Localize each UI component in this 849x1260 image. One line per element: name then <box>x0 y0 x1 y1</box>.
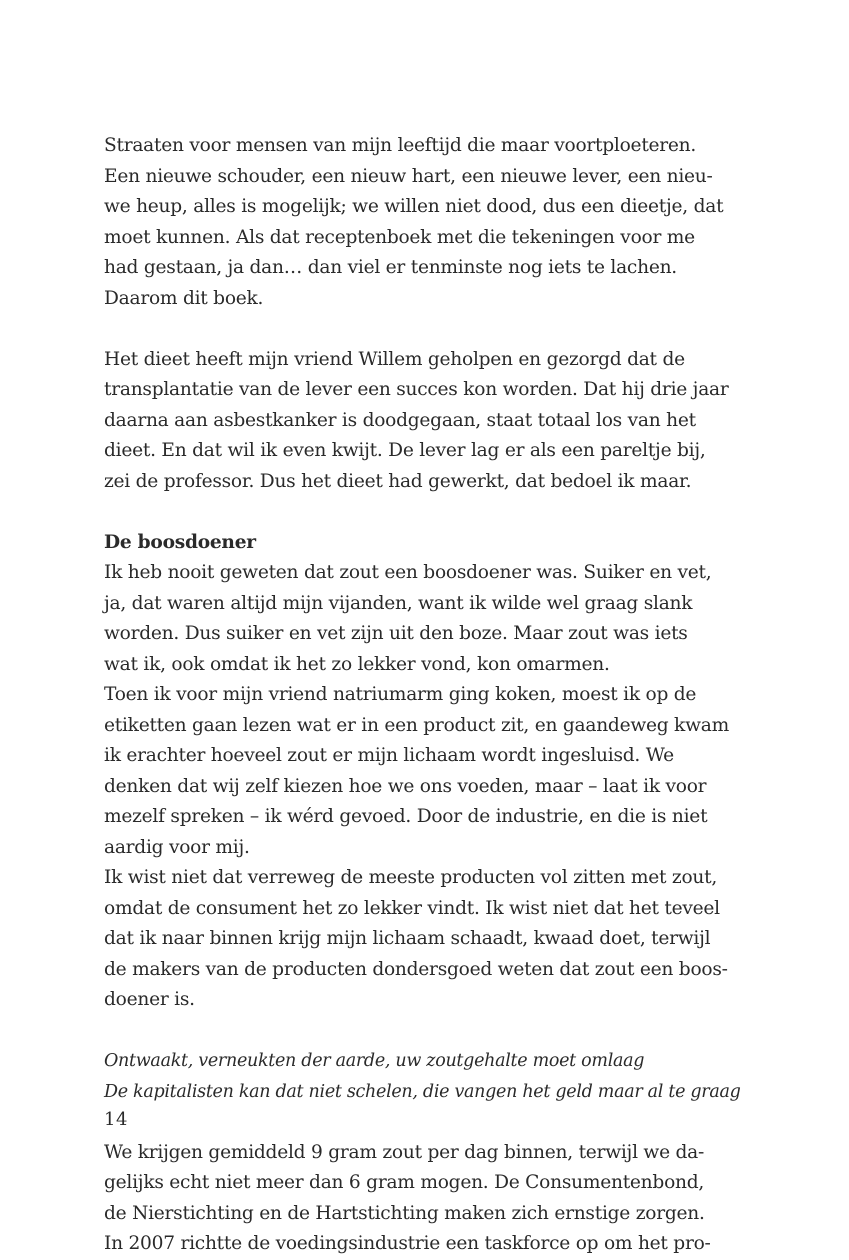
text-line: we heup, alles is mogelijk; we willen niet dood, dus een dieetje, dat <box>104 196 724 217</box>
text-line: had gestaan, ja dan… dan viel er tenminste nog iets te lachen. <box>104 257 677 278</box>
section-heading: De boosdoener <box>104 531 256 553</box>
text-line: Ik wist niet dat verreweg de meeste producten vol zitten met zout, <box>104 867 718 888</box>
paragraph-spacer <box>104 497 624 528</box>
text-line: aardig voor mij. <box>104 836 250 858</box>
page-number: 14 <box>104 1109 128 1130</box>
verse-line: Ontwaakt, verneukten der aarde, uw zoutgehalte moet omlaag <box>104 1051 645 1071</box>
text-line: moet kunnen. Als dat receptenboek met die tekeningen voor me <box>104 226 695 248</box>
paragraph-spacer <box>104 1107 624 1138</box>
text-line: doener is. <box>104 989 195 1010</box>
text-line: Het dieet heeft mijn vriend Willem geholpen en gezorgd dat de <box>104 348 685 370</box>
text-line: Toen ik voor mijn vriend natriumarm ging koken, moest ik op de <box>104 684 697 705</box>
paragraph-spacer <box>104 314 624 345</box>
verse-quote <box>104 1046 741 1107</box>
text-line: In 2007 richtte de voedingsindustrie een taskforce op om het pro- <box>104 1233 711 1254</box>
text-line: Daarom dit boek. <box>104 287 264 309</box>
text-line: de Nierstichting en de Hartstichting maken zich ernstige zorgen. <box>104 1202 705 1224</box>
text-line: omdat de consument het zo lekker vindt. Ik wist niet dat het teveel <box>104 897 720 919</box>
paragraph-diet-book <box>104 131 724 314</box>
verse-line: De kapitalisten kan dat niet schelen, die vangen het geld maar al te graag <box>104 1081 741 1102</box>
text-line: wat ik, ook omdat ik het zo lekker vond, kon omarmen. <box>104 653 610 675</box>
paragraph-boosdoener <box>104 558 729 1016</box>
text-line: transplantatie van de lever een succes kon worden. Dat hij drie jaar <box>104 379 729 400</box>
text-line: dat ik naar binnen krijg mijn lichaam schaadt, kwaad doet, terwijl <box>104 928 711 949</box>
text-line: mezelf spreken – ik wérd gevoed. Door de industrie, en die is niet <box>104 806 708 827</box>
text-line: zei de professor. Dus het dieet had gewerkt, dat bedoel ik maar. <box>104 470 692 492</box>
text-line: Een nieuwe schouder, een nieuw hart, een nieuwe lever, een nieu- <box>104 165 713 187</box>
text-line: etiketten gaan lezen wat er in een product zit, en gaandeweg kwam <box>104 714 729 736</box>
text-line: de makers van de producten dondersgoed weten dat zout een boos- <box>104 958 728 980</box>
text-line: We krijgen gemiddeld 9 gram zout per dag binnen, terwijl we da- <box>104 1141 705 1163</box>
text-line: Straaten voor mensen van mijn leeftijd die maar voortploeteren. <box>104 135 697 156</box>
text-line: Ik heb nooit geweten dat zout een boosdoener was. Suiker en vet, <box>104 562 712 583</box>
text-line: denken dat wij zelf kiezen hoe we ons voeden, maar – laat ik voor <box>104 775 707 797</box>
paragraph-salt-intake <box>104 1138 711 1260</box>
paragraph-spacer <box>104 1016 624 1047</box>
text-line: ik erachter hoeveel zout er mijn lichaam wordt ingesluisd. We <box>104 745 674 766</box>
text-line: worden. Dus suiker en vet zijn uit den boze. Maar zout was iets <box>104 623 688 644</box>
text-line: gelijks echt niet meer dan 6 gram mogen. De Consumentenbond, <box>104 1172 705 1193</box>
text-line: dieet. En dat wil ik even kwijt. De lever lag er als een pareltje bij, <box>104 440 706 461</box>
text-line: ja, dat waren altijd mijn vijanden, want ik wilde wel graag slank <box>104 592 693 614</box>
text-line: daarna aan asbestkanker is doodgegaan, staat totaal los van het <box>104 409 696 431</box>
body-text <box>104 131 741 1260</box>
paragraph-willem <box>104 345 729 498</box>
